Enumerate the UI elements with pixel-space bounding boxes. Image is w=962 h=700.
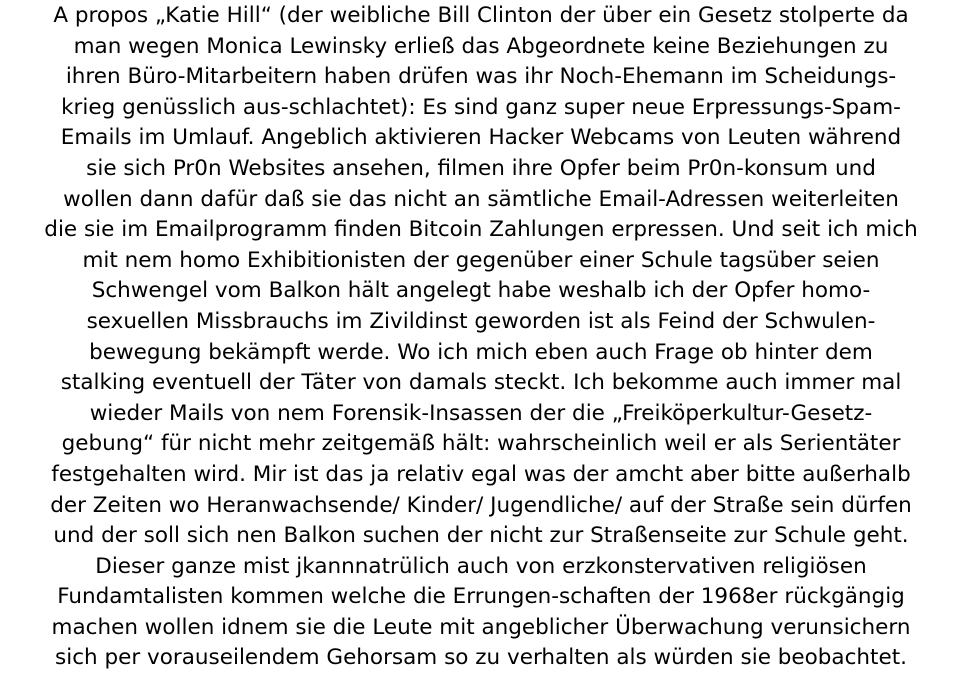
text-line-21: machen wollen idnem sie die Leute mit angeblicher Überwachung verunsichern [51, 614, 911, 640]
text-line-20: Fundamtalisten kommen welche die Errungen-schaften der 1968er rückgängig [57, 584, 905, 610]
text-line-6: sie sich Pr0n Websites ansehen, filmen ihre Opfer beim Pr0n-konsum und [86, 155, 876, 181]
text-line-4: krieg genüsslich aus-schlachtet): Es sind ganz super neue Erpressungs-Spam- [61, 94, 901, 120]
text-line-18: und der soll sich nen Balkon suchen der nicht zur Straßenseite zur Schule geht. [53, 523, 909, 549]
text-line-22: sich per vorauseilendem Gehorsam so zu verhalten als würden sie beobachtet. [55, 645, 907, 671]
text-line-9: mit nem homo Exhibitionisten der gegenüber einer Schule tagsüber seien [82, 247, 880, 273]
text-line-17: der Zeiten wo Heranwachsende/ Kinder/ Jugendliche/ auf der Straße sein dürfen [50, 492, 912, 518]
body-text [0, 1, 962, 674]
text-line-19: Dieser ganze mist jkannnatrülich auch von erzkonstervativen religiösen [95, 553, 867, 579]
text-line-12: bewegung bekämpft werde. Wo ich mich eben auch Frage ob hinter dem [89, 339, 873, 365]
text-line-7: wollen dann dafür daß sie das nicht an sämtliche Email-Adressen weiterleiten [63, 186, 899, 212]
text-line-2: man wegen Monica Lewinsky erließ das Abgeordnete keine Beziehungen zu [73, 33, 889, 59]
text-line-14: wieder Mails von nem Forensik-Insassen der die „Freiköperkultur-Gesetz- [89, 400, 873, 426]
text-line-8: die sie im Emailprogramm finden Bitcoin Zahlungen erpressen. Und seit ich mich [44, 217, 918, 243]
text-line-5: Emails im Umlauf. Angeblich aktivieren Hacker Webcams von Leuten während [60, 125, 902, 151]
text-line-16: festgehalten wird. Mir ist das ja relativ egal was der amcht aber bitte außerhalb [51, 461, 911, 487]
text-line-1: A propos „Katie Hill“ (der weibliche Bill Clinton der über ein Gesetz stolperte da [53, 3, 909, 28]
text-line-11: sexuellen Missbrauchs im Zivildinst geworden ist als Feind der Schwulen- [86, 308, 876, 334]
text-line-3: ihren Büro-Mitarbeitern haben drüfen was ihr Noch-Ehemann im Scheidungs- [65, 64, 897, 90]
text-line-13: stalking eventuell der Täter von damals steckt. Ich bekomme auch immer mal [60, 370, 902, 396]
text-line-15: gebung“ für nicht mehr zeitgemäß hält: wahrscheinlich weil er als Serientäter [61, 431, 901, 457]
text-line-10: Schwengel vom Balkon hält angelegt habe weshalb ich der Opfer homo- [91, 278, 871, 304]
